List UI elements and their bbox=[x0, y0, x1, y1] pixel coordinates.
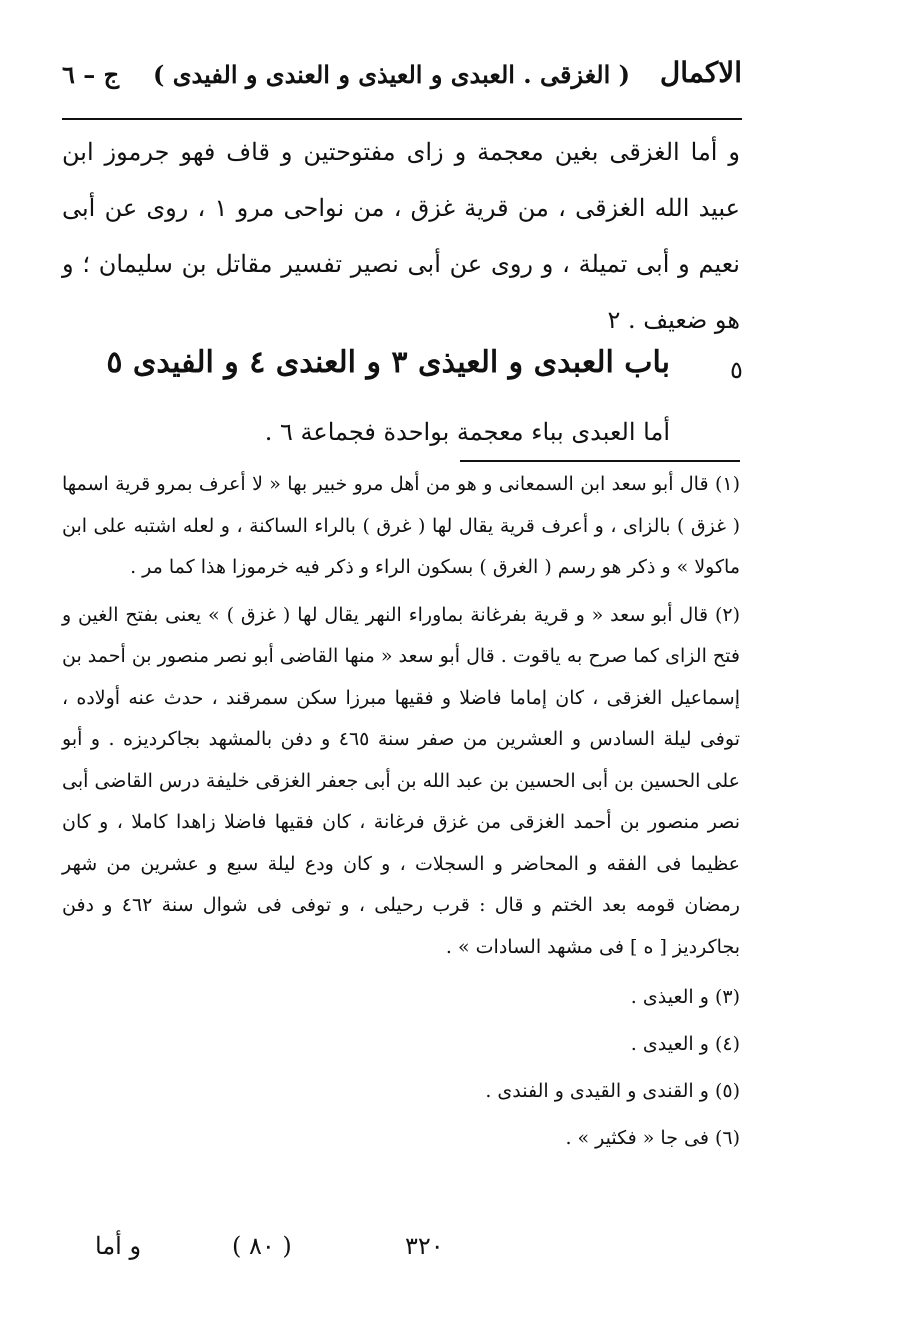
volume-label: ج – ٦ bbox=[62, 60, 120, 89]
footnote-rule bbox=[460, 460, 740, 462]
footnote-3: (٣) و العيذى . bbox=[630, 986, 740, 1008]
section-heading: باب العبدى و العيذى ٣ و العندى ٤ و الفيدى ٥ bbox=[106, 345, 670, 380]
footnote-4: (٤) و العيدى . bbox=[630, 1033, 740, 1055]
running-subtitle: ( الغزقى . العبدى و العيذى و العندى و الفيدى ) bbox=[153, 60, 630, 89]
page-number: ٣٢٠ bbox=[405, 1232, 444, 1260]
footnote-2: (٢) قال أبو سعد « و قرية بفرغانة بماوراء النهر يقال لها ( غزق ) » يعنى بفتح الغين و فتح الزاى كما صرح به ياقوت . قال أبو سعد « منها القاضى أبو نصر منصور بن أحمد بن إسماعيل الغزقى ، كان إماما فاضلا و فقيها مبرزا سكن سمرقند ، حدث عنه أولاده ، توفى ليلة السادس و العشرين من صفر سنة ٤٦٥ و دفن بالمشهد بجاكرديزه . و أبو على الحسين بن أبى الحسين بن عبد الله بن أبى جعفر الغزقى خليفة درس القاضى أبى نصر منصور بن أحمد الغزقى من غزق فرغانة ، كان فقيها فاضلا زاهدا كاملا ، و كان عظيما فى الفقه و المحاضر و السجلات ، و كان ودع ليلة سبع و عشرين من شهر رمضان قومه بعد الختم و قال : قرب رحيلى ، و توفى فى شوال سنة ٤٦٢ و دفن بجاكرديز [ ه ] فى مشهد السادات » . bbox=[62, 603, 740, 958]
footnote-1: (١) قال أبو سعد ابن السمعانى و هو من أهل مرو خبير بها « لا أعرف بمرو قرية اسمها ( غزق ) بالزاى ، و أعرف قرية يقال لها ( غرق ) بالراء الساكنة ، و لعله اشتبه على ابن ماكولا » و ذكر هو رسم ( الغرق ) بسكون الراء و ذكر فيه خرموزا هذا كما مر . bbox=[62, 473, 740, 578]
main-text bbox=[62, 124, 740, 348]
body-paragraph: و أما الغزقى بغين معجمة و زاى مفتوحتين و قاف فهو جرموز ابن عبيد الله الغزقى ، من قرية غزق ، من نواحى مرو ١ ، روى عن أبى نعيم و أبى تميلة ، و روى عن أبى نصير تفسير مقاتل بن سليمان ؛ و هو ضعيف . ٢ bbox=[62, 138, 740, 334]
section-intro: أما العبدى بباء معجمة بواحدة فجماعة ٦ . bbox=[264, 418, 670, 446]
signature-mark: ( ٨٠ ) bbox=[232, 1232, 292, 1260]
running-header bbox=[62, 48, 742, 104]
catchword: و أما bbox=[95, 1232, 142, 1260]
footnote-6: (٦) فى جا « فكثير » . bbox=[565, 1127, 740, 1149]
header-rule bbox=[62, 118, 742, 120]
line-number: ٥ bbox=[730, 356, 743, 384]
footnotes bbox=[62, 464, 740, 1162]
running-title: الاكمال bbox=[659, 56, 742, 89]
footnote-5: (٥) و القندى و القيدى و الفندى . bbox=[485, 1080, 740, 1102]
